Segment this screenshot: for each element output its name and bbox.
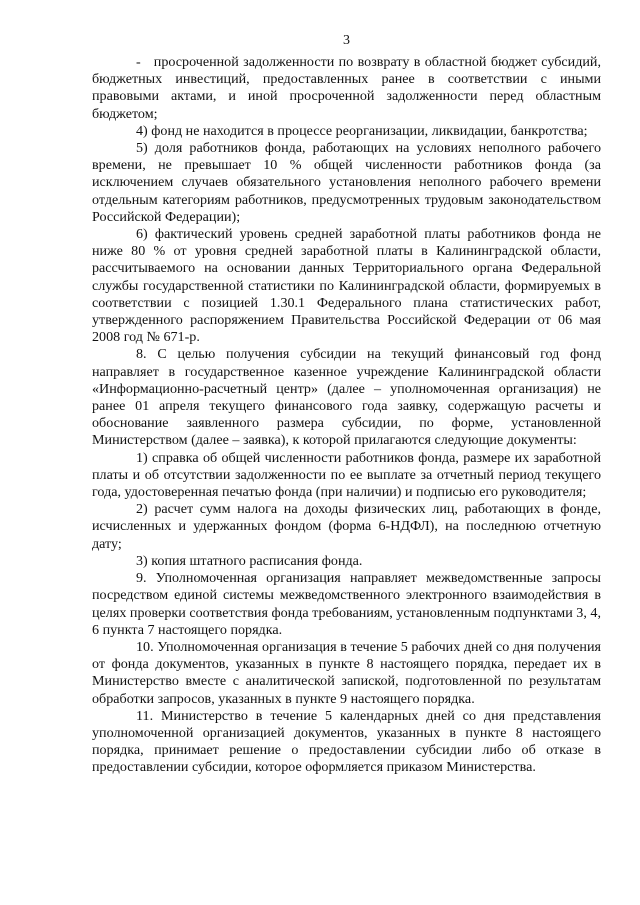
paragraph-item-4: 4) фонд не находится в процессе реорганизации, ликвидации, банкротства; <box>136 122 588 139</box>
paragraph-item-5: 5) доля работников фонда, работающих на условиях неполного рабочего времени, не превышает 10 % общей численности работников фонда (за исключением случаев обязательного установления неполного рабочего времени отдельным категориям работников, предусмотренных трудовым законодательством Российской Федерации); <box>92 140 601 225</box>
page-number: 3 <box>343 33 350 48</box>
paragraph-doc-2: 2) расчет сумм налога на доходы физических лиц, работающих в фонде, исчисленных и удержанных фондом (форма 6-НДФЛ), на последнюю отчетную дату; <box>92 501 601 552</box>
paragraph-doc-1: 1) справка об общей численности работников фонда, размере их заработной платы и об отсутствии задолженности по ее выплате за отчетный период текущего года, удостоверенная печатью фонда (при наличии) и подписью его руководителя; <box>92 449 601 501</box>
document-page <box>92 32 601 777</box>
paragraph-doc-3: 3) копия штатного расписания фонда. <box>136 552 363 569</box>
paragraph-section-11: 11. Министерство в течение 5 календарных дней со дня представления уполномоченной организацией документов, указанных в пункте 8 настоящего порядка, принимает решение о предоставлении субсидии либо об отказе в предоставлении субсидии, которое оформляется приказом Министерства. <box>92 707 601 776</box>
paragraph-overdue-debt: - просроченной задолженности по возврату в областной бюджет субсидий, бюджетных инвестиций, предоставленных ранее в соответствии с иными правовыми актами, и иной просроченной задолженности перед областным бюджетом; <box>92 54 601 122</box>
paragraph-item-6: 6) фактический уровень средней заработной платы работников фонда не ниже 80 % от уровня средней заработной платы в Калининградской области, рассчитываемого на основании данных Территориального органа Федеральной службы государственной статистики по Калининградской области, формируемых в соответствии с позицией 1.30.1 Федерального плана статистических работ, утвержденного распоряжением Правительства Российской Федерации от 06 мая 2008 год № 671-р. <box>92 226 601 346</box>
paragraph-section-10: 10. Уполномоченная организация в течение 5 рабочих дней со дня получения от фонда документов, указанных в пункте 8 настоящего порядка, передает их в Министерство вместе с аналитической запиской, подготовленной по результатам обработки запросов, указанных в пункте 9 настоящего порядка. <box>92 638 601 707</box>
paragraph-section-9: 9. Уполномоченная организация направляет межведомственные запросы посредством единой системы межведомственного электронного взаимодействия в целях проверки соответствия фонда требованиям, установленным подпунктами 3, 4, 6 пункта 7 настоящего порядка. <box>92 570 601 638</box>
paragraph-section-8: 8. С целью получения субсидии на текущий финансовый год фонд направляет в государственное казенное учреждение Калининградской области «Информационно-расчетный центр» (далее – уполномоченная организация) не ранее 01 апреля текущего финансового года заявку, содержащую расчеты и обоснование заявленного размера субсидии, по форме, установленной Министерством (далее – заявка), к которой прилагаются следующие документы: <box>92 346 601 449</box>
